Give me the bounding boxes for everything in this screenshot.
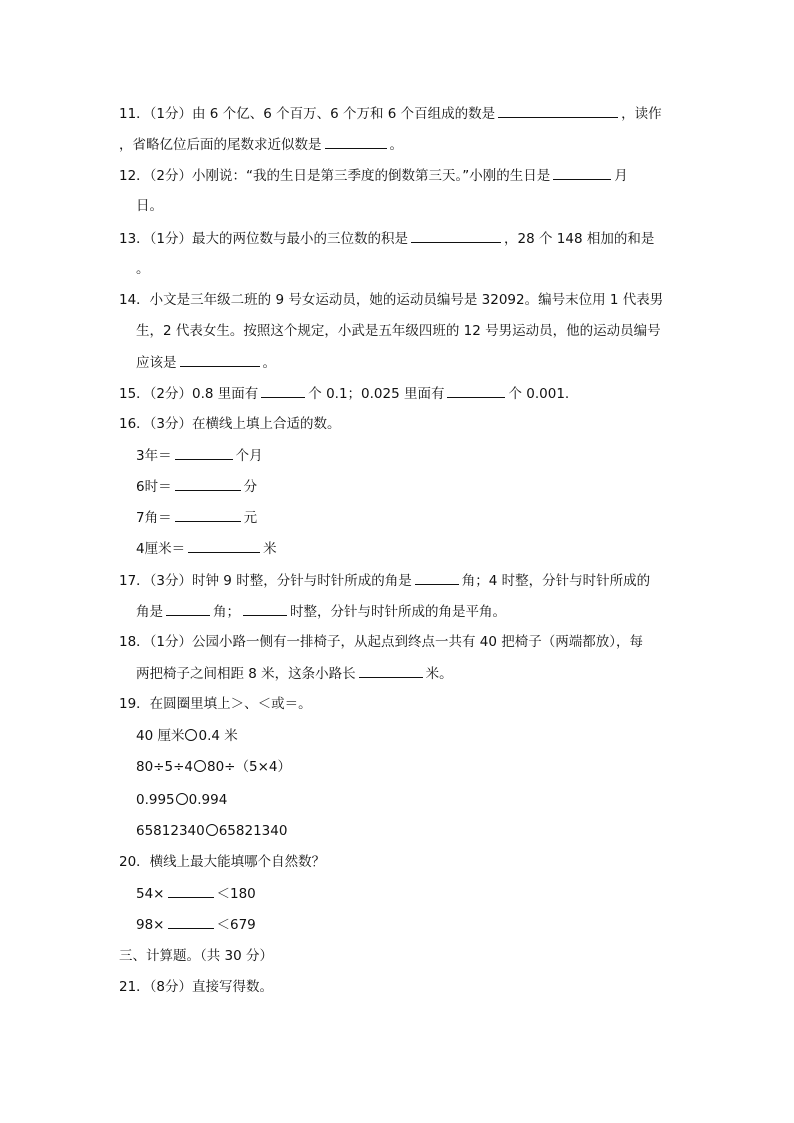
question-17-line-2: [136, 601, 696, 621]
q14-text: 生，2 代表女生。按照这个规定，小武是五年级四班的 12 号男运动员，他的运动员编号: [136, 323, 661, 339]
q19-left: 40 厘米: [136, 728, 185, 744]
question-14-line-2: [136, 321, 696, 341]
answer-blank[interactable]: [168, 883, 214, 898]
answer-blank[interactable]: [415, 570, 459, 585]
question-16-title: [119, 414, 679, 434]
section-title: 三、计算题。（共 30 分）: [119, 948, 274, 964]
q19-right: 80÷（5×4）: [206, 759, 291, 775]
answer-blank[interactable]: [175, 507, 241, 522]
q17-text: 角；: [213, 604, 240, 620]
q12-text: 12．（2分）小刚说：“我的生日是第三季度的倒数第三天。”小刚的生日是: [119, 168, 551, 184]
q16-row-text: 元: [243, 510, 258, 526]
q17-text: 角；4 时整，分针与时针所成的: [461, 573, 651, 589]
answer-blank[interactable]: [175, 445, 233, 460]
q15-text: 个 0.001.: [508, 386, 570, 402]
q15-text: 15．（2分）0.8 里面有: [119, 386, 259, 402]
answer-blank[interactable]: [498, 103, 618, 118]
q11-text: 11．（1分）由 6 个亿、6 个百万、6 个万和 6 个百组成的数是: [119, 106, 496, 122]
q16-row-text: 分: [243, 479, 258, 495]
q17-text: 时整，分针与时针所成的角是平角。: [290, 604, 506, 620]
q11-text: ，读作: [621, 106, 662, 122]
q17-text: 17．（3分）时钟 9 时整，分针与时针所成的角是: [119, 573, 412, 589]
answer-blank[interactable]: [411, 228, 501, 243]
q13-text: 。: [136, 261, 150, 277]
question-16-row: [136, 476, 696, 496]
q16-row-text: 4厘米＝: [136, 541, 186, 557]
q19-left: 80÷5÷4: [136, 759, 193, 775]
q17-text: 角是: [136, 604, 163, 620]
q14-text: 14．小文是三年级二班的 9 号女运动员，她的运动员编号是 32092。编号末位用 1 代表男: [119, 292, 664, 308]
q14-text: 。: [262, 355, 276, 371]
q20-text: 20．横线上最大能填哪个自然数？: [119, 854, 326, 870]
question-17-line-1: [119, 570, 679, 590]
answer-blank[interactable]: [175, 476, 241, 491]
q18-text: 米。: [425, 666, 453, 682]
q16-text: 16．（3分）在横线上填上合适的数。: [119, 416, 341, 432]
compare-circle[interactable]: [185, 729, 197, 741]
question-19-title: [119, 694, 679, 714]
answer-blank[interactable]: [188, 538, 260, 553]
q11-text: 。: [389, 137, 403, 153]
q16-row-text: 个月: [235, 448, 263, 464]
question-16-row: [136, 445, 696, 465]
q20-row-text: 98×: [136, 917, 165, 933]
q19-left: 65812340: [136, 823, 205, 839]
question-20-row: [136, 883, 696, 903]
q18-text: 18．（1分）公园小路一侧有一排椅子，从起点到终点一共有 40 把椅子（两端都放），每: [119, 634, 644, 650]
question-13-line-2: [136, 259, 696, 279]
q16-row-text: 7角＝: [136, 510, 172, 526]
question-16-row: [136, 538, 696, 558]
question-12-line-2: [136, 196, 696, 216]
q20-row-text: ＜679: [216, 917, 256, 933]
q11-text: ，省略亿位后面的尾数求近似数是: [119, 137, 322, 153]
q19-left: 0.995: [136, 792, 175, 808]
q19-text: 19．在圆圈里填上＞、＜或＝。: [119, 696, 312, 712]
question-11-line-1: [119, 103, 679, 123]
q13-text: 13．（1分）最大的两位数与最小的三位数的积是: [119, 231, 409, 247]
question-18-line-1: [119, 632, 679, 652]
q20-row-text: ＜180: [216, 886, 256, 902]
answer-blank[interactable]: [180, 352, 260, 367]
q19-right: 65821340: [218, 823, 288, 839]
question-20-title: [119, 852, 679, 872]
question-14-line-3: [136, 352, 696, 372]
q12-text: 日。: [136, 198, 163, 214]
answer-blank[interactable]: [325, 134, 387, 149]
answer-blank[interactable]: [166, 601, 210, 616]
answer-blank[interactable]: [447, 383, 505, 398]
q19-right: 0.4 米: [198, 728, 238, 744]
q12-text: 月: [614, 168, 628, 184]
question-21: [119, 977, 679, 997]
q13-text: ，28 个 148 相加的和是: [504, 231, 655, 247]
question-14-line-1: [119, 290, 679, 310]
question-19-row: [136, 821, 696, 841]
answer-blank[interactable]: [243, 601, 287, 616]
answer-blank[interactable]: [261, 383, 305, 398]
question-16-row: [136, 507, 696, 527]
q18-text: 两把椅子之间相距 8 米，这条小路长: [136, 666, 356, 682]
question-12-line-1: [119, 165, 679, 185]
question-15: [119, 383, 679, 403]
question-13-line-1: [119, 228, 679, 248]
q15-text: 个 0.1；0.025 里面有: [308, 386, 445, 402]
q16-row-text: 6时＝: [136, 479, 172, 495]
compare-circle[interactable]: [194, 760, 206, 772]
q19-right: 0.994: [188, 792, 228, 808]
q16-row-text: 3年＝: [136, 448, 172, 464]
q20-row-text: 54×: [136, 886, 165, 902]
answer-blank[interactable]: [359, 663, 423, 678]
section-heading: [119, 946, 679, 966]
question-18-line-2: [136, 663, 696, 683]
q16-row-text: 米: [263, 541, 277, 557]
answer-blank[interactable]: [168, 914, 214, 929]
q14-text: 应该是: [136, 355, 177, 371]
question-19-row: [136, 757, 696, 777]
compare-circle[interactable]: [206, 824, 218, 836]
question-19-row: [136, 790, 696, 810]
question-20-row: [136, 914, 696, 934]
answer-blank[interactable]: [553, 165, 611, 180]
q21-text: 21．（8分）直接写得数。: [119, 979, 274, 995]
compare-circle[interactable]: [176, 793, 188, 805]
question-19-row: [136, 726, 696, 746]
question-11-line-2: [119, 134, 679, 154]
